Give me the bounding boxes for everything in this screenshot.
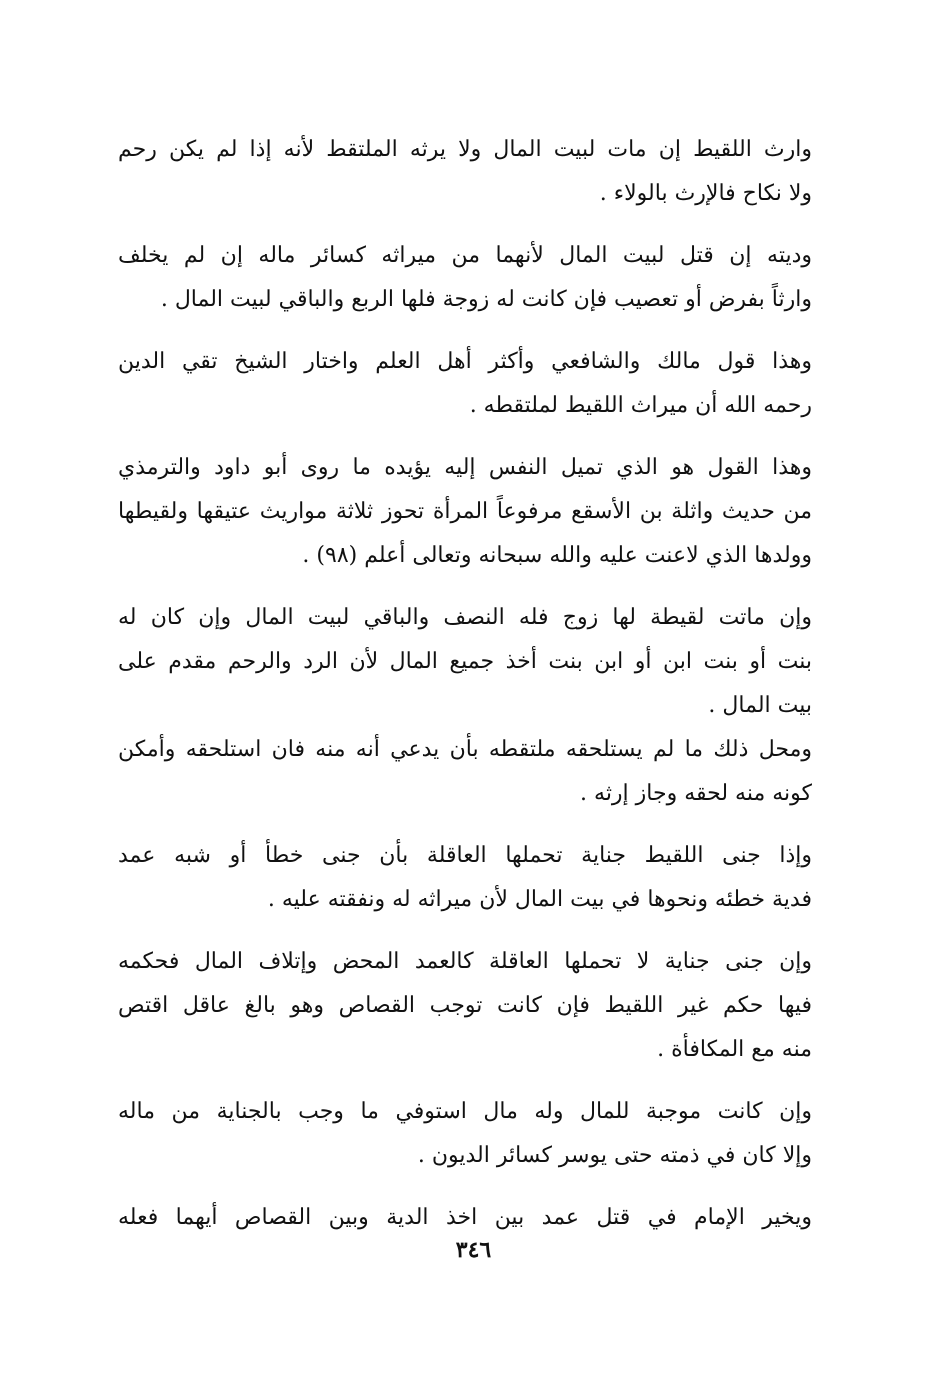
text-line: كونه منه لحقه وجاز إرثه . (580, 781, 812, 806)
text-line: وإن جنى جناية لا تحملها العاقلة كالعمد المحض وإتلاف المال فحكمه (118, 949, 812, 974)
text-line: وإذا جنى اللقيط جناية تحملها العاقلة بأن جنى خطأ أو شبه عمد (118, 843, 812, 868)
paragraph-5 (118, 596, 812, 728)
text-line: ومحل ذلك ما لم يستلحقه ملتقطه بأن يدعي أنه منه فان استلحقه وأمكن (118, 737, 812, 762)
text-line: وهذا قول مالك والشافعي وأكثر أهل العلم واختار الشيخ تقي الدين (118, 349, 812, 374)
text-line: وإن كانت موجبة للمال وله مال استوفي ما وجب بالجناية من ماله (118, 1099, 812, 1124)
page-number: ٣٤٦ (455, 1237, 492, 1263)
text-line: بنت أو بنت ابن أو ابن بنت أخذ جميع المال لأن الرد والرحم مقدم على (118, 649, 812, 674)
paragraph-2 (118, 234, 812, 322)
text-line: فيها حكم غير اللقيط فإن كانت توجب القصاص وهو بالغ عاقل اقتص (118, 993, 812, 1018)
text-line: ويخير الإمام في قتل عمد بين اخذ الدية وبين القصاص أيهما فعله (118, 1205, 812, 1230)
text-line: وارثاً بفرض أو تعصيب فإن كانت له زوجة فلها الربع والباقي لبيت المال . (160, 287, 812, 312)
text-line: وولدها الذي لاعنت عليه والله سبحانه وتعالى أعلم (٩٨) . (302, 543, 812, 568)
text-line: وهذا القول هو الذي تميل النفس إليه يؤيده ما روى أبو داود والترمذي (118, 455, 812, 480)
text-line: وإن ماتت لقيطة لها زوج فله النصف والباقي لبيت المال وإن كان له (118, 605, 812, 630)
paragraph-7 (118, 834, 812, 922)
paragraph-9 (118, 1090, 812, 1178)
paragraph-3 (118, 340, 812, 428)
text-line: رحمه الله أن ميراث اللقيط لملتقطه . (469, 393, 812, 418)
text-line: وارث اللقيط إن مات لبيت المال ولا يرثه الملتقط لأنه إذا لم يكن رحم (118, 137, 812, 162)
text-line: وديته إن قتل لبيت المال لأنهما من ميراثه كسائر ماله إن لم يخلف (118, 243, 812, 268)
text-line: وإلا كان في ذمته حتى يوسر كسائر الديون . (417, 1143, 812, 1168)
text-line: من حديث واثلة بن الأسقع مرفوعاً المرأة تحوز ثلاثة مواريث عتيقها ولقيطها (118, 499, 812, 524)
paragraph-6 (118, 728, 812, 816)
body-text (118, 128, 812, 1240)
paragraph-8 (118, 940, 812, 1072)
text-line: ولا نكاح فالإرث بالولاء . (599, 181, 812, 206)
paragraph-1 (118, 128, 812, 216)
paragraph-4 (118, 446, 812, 578)
text-line: منه مع المكافأة . (657, 1037, 812, 1062)
text-line: بيت المال . (708, 693, 812, 718)
text-line: فدية خطئه ونحوها في بيت المال لأن ميراثه له ونفقته عليه . (267, 887, 812, 912)
